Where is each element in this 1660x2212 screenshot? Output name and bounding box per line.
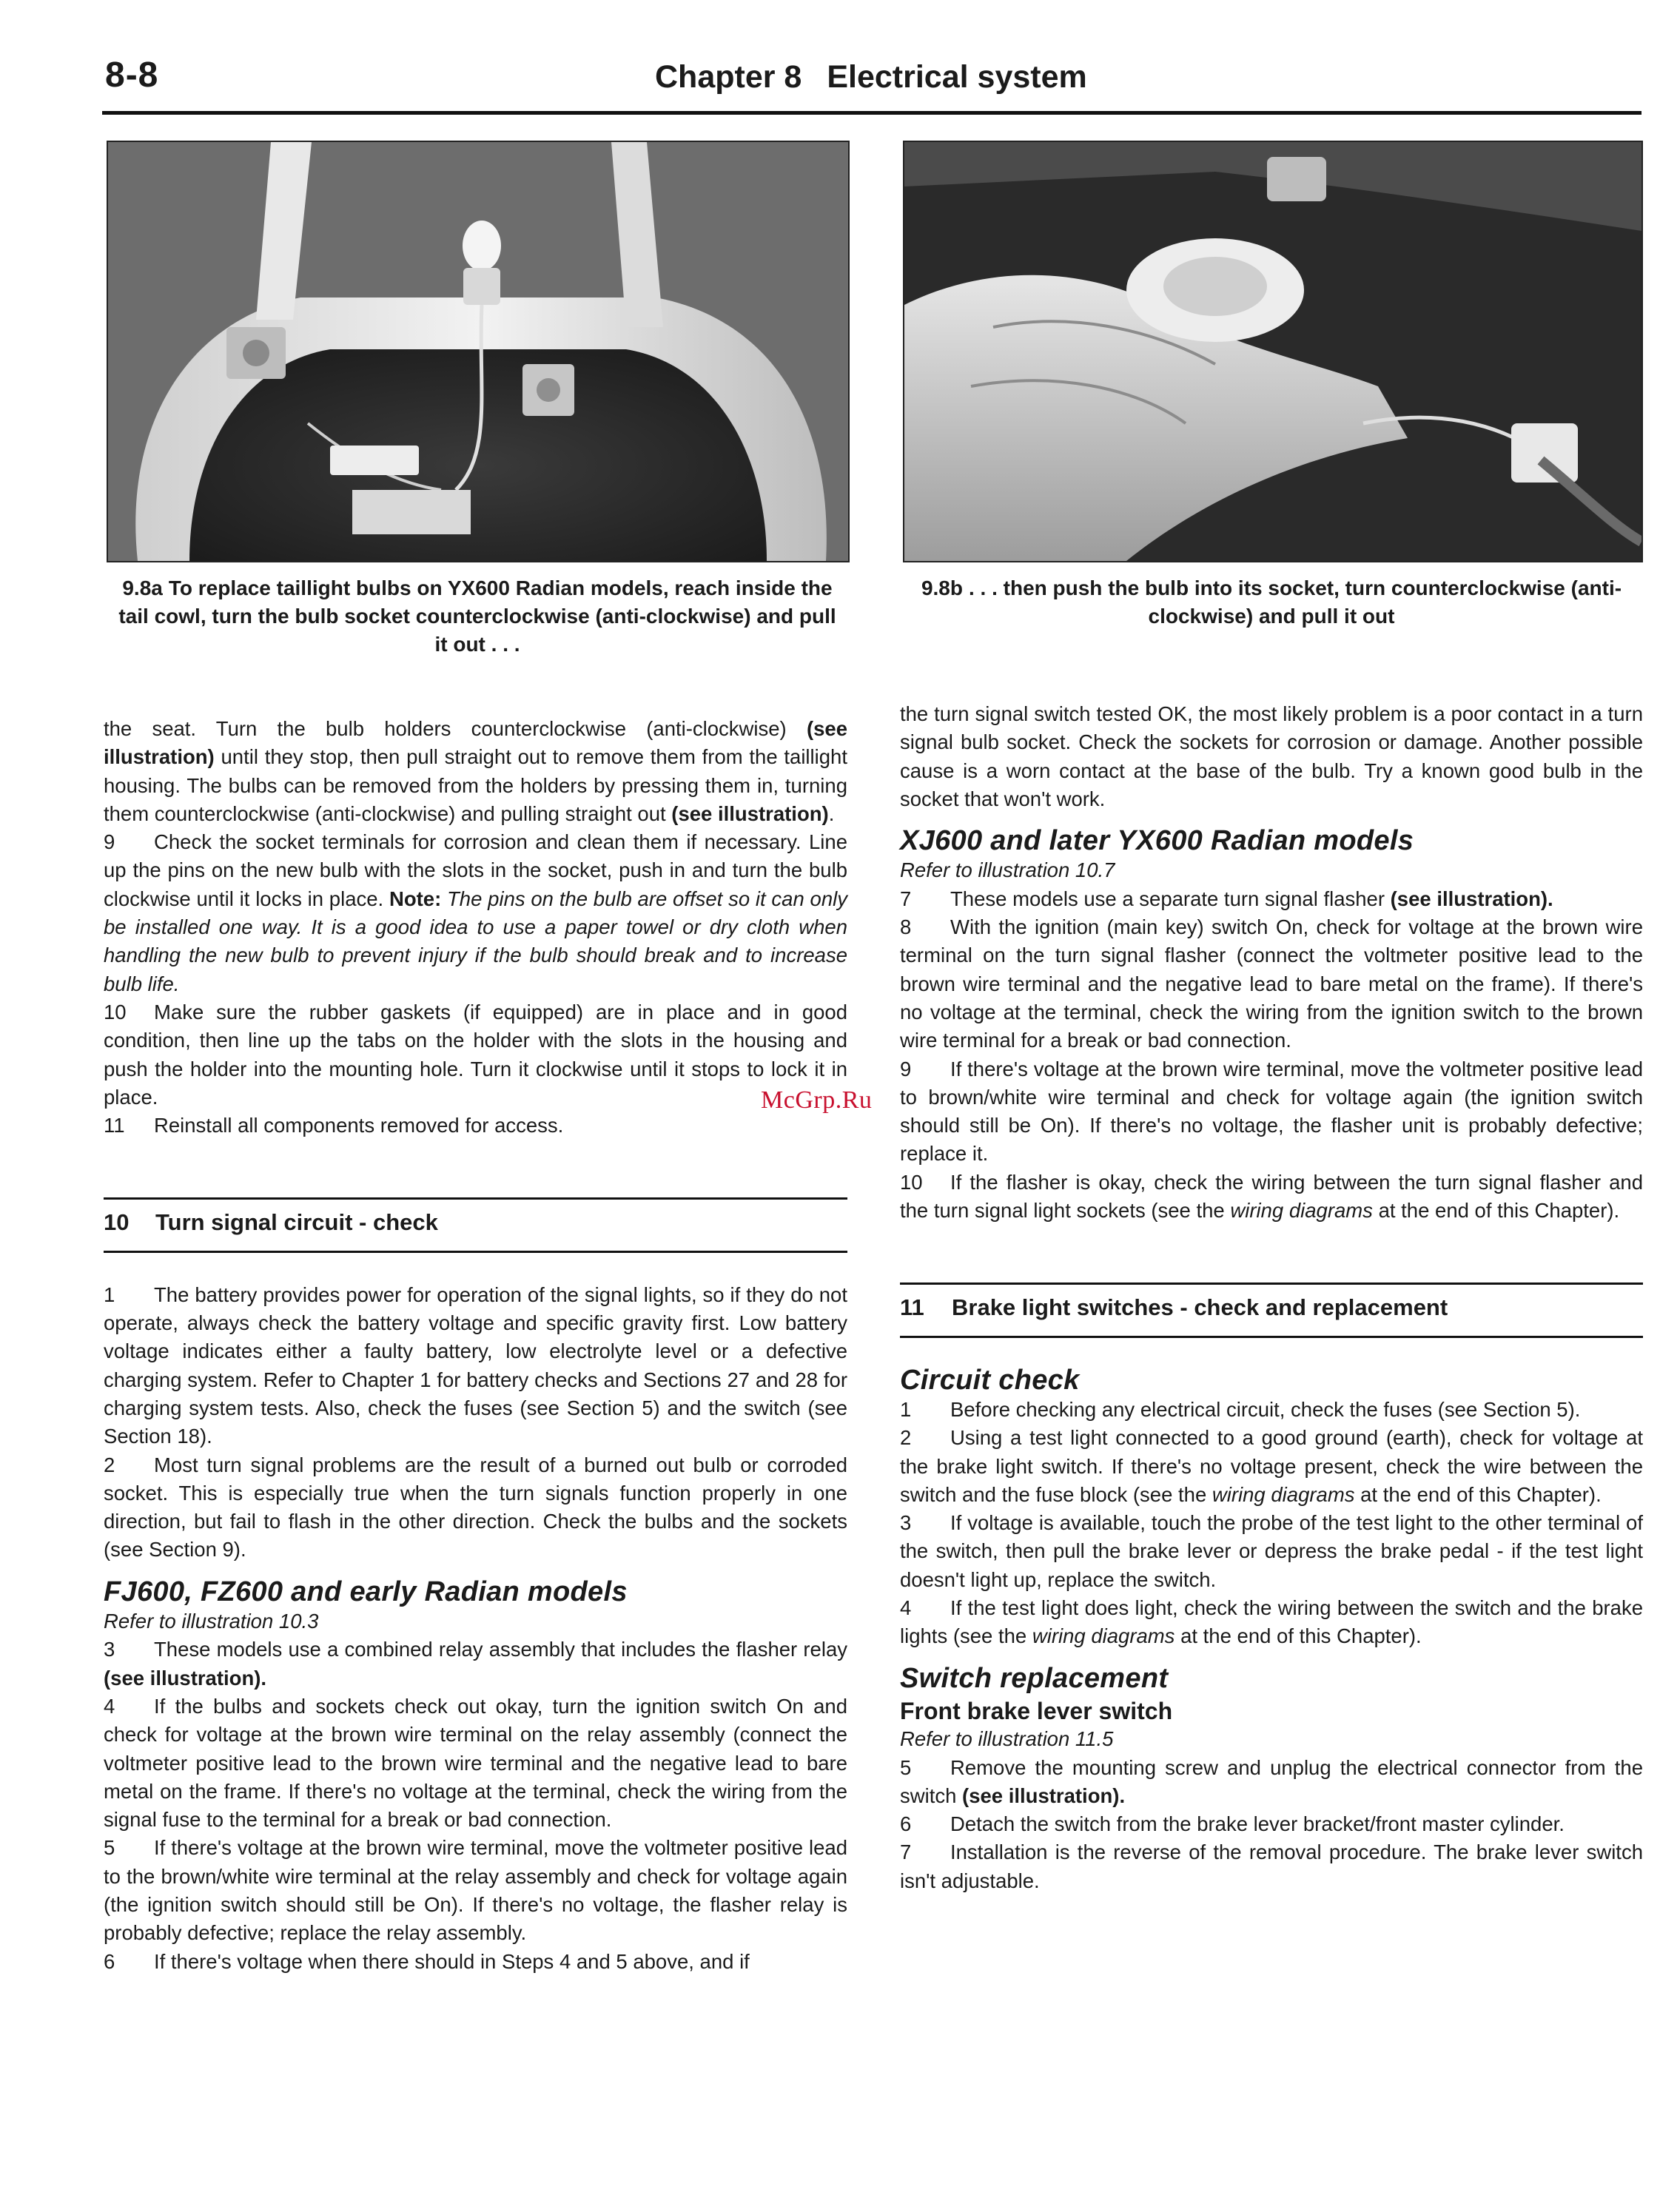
step-number: 11: [104, 1114, 125, 1137]
illustration-reference: Refer to illustration 10.7: [900, 858, 1115, 882]
paragraph-11-2: [900, 1424, 1643, 1509]
figure-9-8b-caption: [899, 574, 1644, 631]
step-number: 1: [900, 1397, 912, 1421]
step-number: 7: [900, 1840, 912, 1864]
paragraph-11-6: [900, 1810, 1643, 1838]
subheading-front-brake-lever-switch: Front brake lever switch: [900, 1697, 1173, 1724]
text: Most turn signal problems are the result of a burned out bulb or corroded socket. This is especially true when the turn signals function properly in one direction, but fail to flash in the other direction. Check the bulbs and the sockets (see Section 9).: [104, 1453, 847, 1561]
text: .: [828, 801, 835, 825]
section-title-text: Brake light switches - check and replacement: [952, 1294, 1448, 1321]
text: If the flasher is okay, check the wiring between the turn signal flasher and the turn signal light sockets (see the: [900, 1170, 1643, 1223]
step-number: 5: [900, 1755, 912, 1779]
paragraph-11-1: [900, 1396, 1643, 1424]
watermark: McGrp.Ru: [761, 1086, 873, 1114]
section-title-text: Turn signal circuit - check: [155, 1209, 438, 1236]
figure-caption-text: To replace taillight bulbs on YX600 Radian models, reach inside the tail cowl, turn the bulb socket counterclockwise (anti-clockwise) and pull it out . . .: [118, 576, 836, 656]
text: at the end of this Chapter).: [1372, 1199, 1620, 1223]
illustration-ref: (see illustration).: [962, 1784, 1126, 1807]
step-number: 6: [900, 1812, 912, 1836]
text: Remove the mounting screw and unplug the electrical connector from the switch: [900, 1755, 1643, 1807]
text: If there's voltage when there should in Steps 4 and 5 above, and if: [154, 1949, 750, 1973]
right-column: [900, 700, 1643, 1895]
step-number: 1: [104, 1283, 115, 1306]
text: If voltage is available, touch the probe of the test light to the other terminal of the switch, then pull the brake lever or depress the brake pedal - if the test light doesn't light up, replace the switch.: [900, 1511, 1643, 1591]
paragraph-10-8: [900, 913, 1643, 1055]
chapter-name: Electrical system: [827, 59, 1087, 95]
subheading-xj600: XJ600 and later YX600 Radian models: [900, 825, 1414, 857]
step-number: 3: [900, 1511, 912, 1535]
text: Installation is the reverse of the removal procedure. The brake lever switch isn't adjustable.: [900, 1840, 1643, 1892]
paragraph-10-5: [104, 1834, 847, 1947]
left-column: [104, 715, 847, 1976]
subheading-switch-replacement: Switch replacement: [900, 1662, 1169, 1694]
text: at the end of this Chapter).: [1354, 1482, 1602, 1506]
paragraph-continued: the turn signal switch tested OK, the most likely problem is a poor contact in a turn signal bulb socket. Check the sockets for corrosion or damage. Another possible cause is a worn contact at the base of the bulb. Try a known good bulb in the socket that won't work.: [900, 702, 1643, 810]
step-number: 3: [104, 1638, 115, 1661]
text: Detach the switch from the brake lever bracket/front master cylinder.: [950, 1812, 1565, 1836]
page-header: [102, 52, 1641, 115]
text: If the test light does light, check the wiring between the switch and the brake lights (see the: [900, 1596, 1643, 1648]
paragraph-10-9: [900, 1055, 1643, 1169]
figure-caption-text: . . . then push the bulb into its socket, turn counterclockwise (anti-clockwise) and pull it out: [968, 576, 1622, 628]
illustration-ref: (see illustration): [104, 717, 847, 769]
step-number: 6: [104, 1949, 115, 1973]
text: These models use a separate turn signal flasher: [950, 887, 1391, 910]
text: Reinstall all components removed for access.: [154, 1114, 564, 1137]
step-number: 8: [900, 915, 912, 939]
section-number: 11: [900, 1294, 924, 1321]
chapter-label: Chapter 8: [655, 59, 802, 95]
illustration-ref: (see illustration).: [104, 1666, 267, 1690]
page-number: 8-8: [105, 56, 159, 95]
paragraph-10-2: [104, 1451, 847, 1564]
section-11-heading: [900, 1283, 1643, 1337]
illustration-ref: (see illustration).: [1390, 887, 1553, 910]
illustration-reference: Refer to illustration 11.5: [900, 1727, 1114, 1751]
text: If the bulbs and sockets check out okay, turn the ignition switch On and check for voltage at the brown wire terminal on the relay assembly (connect the voltmeter positive lead to the brown wire terminal and the negative lead to bare metal on the frame. If there's no voltage at the terminal, check the wiring from the signal fuse to the terminal for a break or bad connection.: [104, 1694, 847, 1832]
text: Check the socket terminals for corrosion and clean them if necessary. Line up the pins on the new bulb with the slots in the socket, push in and turn the bulb clockwise until it locks in place.: [104, 830, 847, 910]
italic-text: wiring diagrams: [1212, 1482, 1355, 1506]
text: until they stop, then pull straight out to remove them from the taillight housing. The bulbs can be removed from the holders by pressing them in, turning them counterclockwise (anti-clockwise) and pulling straight out: [104, 745, 847, 825]
paragraph-10-10: [900, 1169, 1643, 1226]
text: These models use a combined relay assembly that includes the flasher relay: [154, 1638, 847, 1661]
step-number: 9: [104, 830, 115, 854]
figure-9-8a-photo: [107, 141, 850, 562]
paragraph-continued: [104, 715, 847, 828]
section-number: 10: [104, 1209, 130, 1236]
section-title: [900, 1294, 1643, 1322]
text: Before checking any electrical circuit, check the fuses (see Section 5).: [950, 1397, 1581, 1421]
note-text: The pins on the bulb are offset so it can only be installed one way. It is a good idea to use a paper towel or dry cloth when handling the new bulb to prevent injury if the bulb should break and to increase bulb life.: [104, 887, 847, 995]
text: If there's voltage at the brown wire terminal, move the voltmeter positive lead to brown/white wire terminal and check for voltage again (the ignition switch should still be On). If there's no voltage, the flasher unit is probably defective; replace it.: [900, 1057, 1643, 1166]
text: Make sure the rubber gaskets (if equipped) are in place and in good condition, then line up the tabs on the holder with the slots in the housing and push the holder into the mounting hole. Turn it clockwise until it stops to lock it in place.: [104, 1000, 847, 1109]
note-label: Note:: [389, 887, 442, 910]
paragraph-11-4: [900, 1594, 1643, 1651]
paragraph-9: [104, 828, 847, 998]
section-10-heading: [104, 1197, 847, 1252]
section-title: [104, 1208, 847, 1237]
step-number: 2: [104, 1453, 115, 1476]
step-number: 10: [104, 1000, 127, 1023]
text: The battery provides power for operation of the signal lights, so if they do not operate, always check the battery voltage and specific gravity first. Low battery voltage indicates either a faulty battery, low electrolyte level or a defective charging system. Refer to Chapter 1 for battery checks and Sections 27 and 28 for charging system tests. Also, check the fuses (see Section 5) and the switch (see Section 18).: [104, 1283, 847, 1448]
italic-text: wiring diagrams: [1230, 1199, 1373, 1223]
illustration-reference: Refer to illustration 10.3: [104, 1610, 319, 1633]
paragraph-10-7: [900, 885, 1643, 913]
step-number: 4: [900, 1596, 912, 1620]
paragraph-11-5: [900, 1754, 1643, 1811]
paragraph-10-6: [104, 1948, 847, 1976]
italic-text: wiring diagrams: [1032, 1624, 1175, 1648]
paragraph-11-3: [900, 1509, 1643, 1594]
step-number: 7: [900, 887, 912, 910]
step-number: 2: [900, 1426, 912, 1450]
step-number: 9: [900, 1057, 912, 1080]
illustration-ref: (see illustration): [671, 801, 829, 825]
paragraph-11: [104, 1112, 847, 1140]
subheading-circuit-check: Circuit check: [900, 1364, 1080, 1396]
text: With the ignition (main key) switch On, check for voltage at the brown wire terminal on the turn signal flasher (connect the voltmeter positive lead to the brown wire terminal and the negative lead to bare metal on the frame). If there's no voltage at the terminal, check the wiring from the ignition switch to the brown wire terminal for a break or bad connection.: [900, 915, 1643, 1052]
figure-number: 9.8a: [122, 576, 163, 599]
text: If there's voltage at the brown wire terminal, move the voltmeter positive lead to the brown/white wire terminal at the relay assembly and check for voltage again (the ignition switch should still be On). If there's no voltage, the flasher relay is probably defective; replace the relay assembly.: [104, 1836, 847, 1945]
chapter-title: [655, 59, 1087, 95]
figure-9-8b-photo: [903, 141, 1643, 562]
paragraph-11-7: [900, 1838, 1643, 1895]
paragraph-10-3: [104, 1636, 847, 1692]
figure-9-8a-caption: [111, 574, 844, 659]
step-number: 10: [900, 1170, 923, 1194]
text: Using a test light connected to a good ground (earth), check for voltage at the brake light switch. If there's no voltage present, check the wire between the switch and the fuse block (see the: [900, 1426, 1643, 1506]
text: the seat. Turn the bulb holders counterclockwise (anti-clockwise): [104, 717, 807, 740]
subheading-fj600: FJ600, FZ600 and early Radian models: [104, 1576, 628, 1607]
step-number: 5: [104, 1836, 115, 1860]
paragraph-10: [104, 998, 847, 1112]
figure-number: 9.8b: [921, 576, 963, 599]
paragraph-10-1: [104, 1281, 847, 1451]
text: at the end of this Chapter).: [1175, 1624, 1422, 1648]
paragraph-10-4: [104, 1692, 847, 1834]
step-number: 4: [104, 1694, 115, 1718]
